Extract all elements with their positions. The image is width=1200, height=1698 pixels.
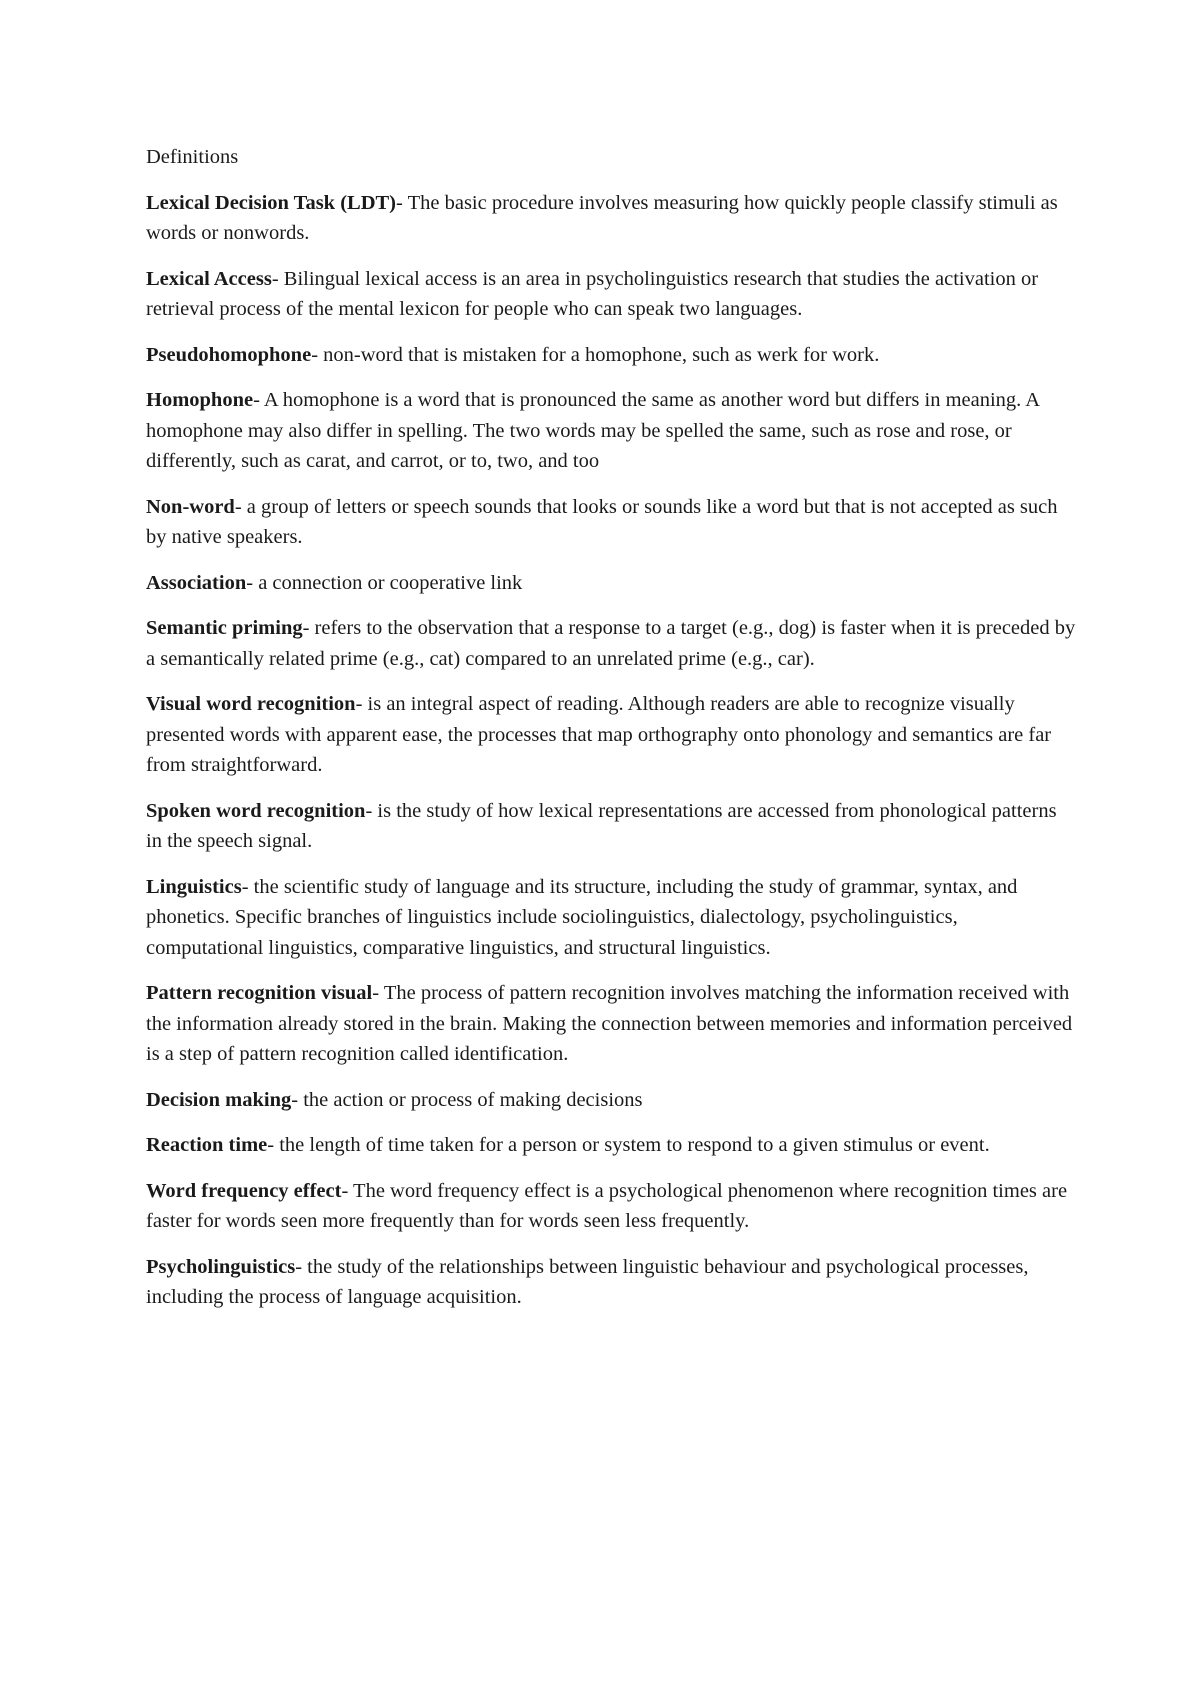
- definition-separator: -: [311, 343, 324, 366]
- definition-term: Word frequency effect: [146, 1179, 342, 1202]
- definition-text: the scientific study of language and its structure, including the study of grammar, syntax, and phonetics. Specific branches of linguistics include sociolinguistics, dialectology, psycholinguistics, computational linguistics, comparative linguistics, and structural linguistics.: [146, 875, 1018, 959]
- definition-entry: [146, 188, 1076, 249]
- definition-text: A homophone is a word that is pronounced the same as another word but differs in meaning. A homophone may also differ in spelling. The two words may be spelled the same, such as rose and rose, or differently, such as carat, and carrot, or to, two, and too: [146, 389, 1039, 472]
- definition-separator: -: [295, 1255, 308, 1278]
- definition-term: Reaction time: [146, 1134, 268, 1156]
- definition-entry: [146, 978, 1076, 1070]
- definition-text: is an integral aspect of reading. Although readers are able to recognize visually presented words with apparent ease, the processes that map orthography onto phonology and semantics are far from straightforward.: [146, 693, 1052, 776]
- definition-term: Psycholinguistics: [146, 1255, 296, 1278]
- definition-text: a group of letters or speech sounds that looks or sounds like a word but that is not accepted as such by native speakers.: [146, 495, 1058, 548]
- definition-text: the study of the relationships between linguistic behaviour and psychological processes, including the process of language acquisition.: [146, 1255, 1029, 1308]
- definition-separator: -: [302, 617, 315, 639]
- definition-entry: [146, 1176, 1076, 1237]
- definition-term: Association: [146, 571, 247, 594]
- definition-entry: [146, 689, 1076, 781]
- definition-entry: [146, 613, 1076, 674]
- definition-term: Lexical Access: [146, 267, 272, 290]
- definition-text: The word frequency effect is a psychological phenomenon where recognition times are faster for words seen more frequently than for words seen less frequently.: [146, 1179, 1068, 1232]
- definition-term: Lexical Decision Task (LDT): [146, 191, 397, 214]
- definition-text: Bilingual lexical access is an area in psycholinguistics research that studies the activation or retrieval process of the mental lexicon for people who can speak two languages.: [146, 267, 1039, 320]
- definition-term: Spoken word recognition: [146, 799, 366, 822]
- definition-text: the action or process of making decisions: [303, 1088, 643, 1111]
- definitions-list: [146, 188, 1076, 1313]
- document-page: [146, 142, 1076, 1328]
- definition-term: Non-word: [146, 495, 235, 518]
- definition-separator: -: [365, 799, 378, 822]
- definition-entry: [146, 872, 1076, 964]
- definition-term: Linguistics: [146, 875, 242, 898]
- definition-separator: -: [291, 1088, 304, 1111]
- definition-separator: -: [234, 495, 247, 518]
- definition-text: non-word that is mistaken for a homophone, such as werk for work.: [323, 343, 880, 366]
- definition-entry: [146, 1085, 1076, 1116]
- definition-entry: [146, 264, 1076, 325]
- definition-separator: -: [241, 875, 254, 898]
- definition-term: Visual word recognition: [146, 693, 356, 715]
- definition-entry: [146, 385, 1076, 477]
- definition-text: the length of time taken for a person or system to respond to a given stimulus or event.: [279, 1134, 990, 1156]
- definition-text: The basic procedure involves measuring how quickly people classify stimuli as words or nonwords.: [146, 191, 1058, 244]
- definition-separator: -: [253, 389, 264, 411]
- definition-text: The process of pattern recognition involves matching the information received with the information already stored in the brain. Making the connection between memories and information perceived is a step of pattern recognition called identification.: [146, 982, 1073, 1065]
- definition-separator: -: [267, 1134, 280, 1156]
- definition-entry: [146, 1130, 1076, 1161]
- definition-entry: [146, 492, 1076, 553]
- definition-entry: [146, 568, 1076, 599]
- definition-separator: -: [355, 693, 368, 715]
- definition-entry: [146, 796, 1076, 857]
- definition-text: a connection or cooperative link: [258, 571, 523, 594]
- definition-term: Homophone: [146, 389, 254, 411]
- definition-separator: -: [246, 571, 259, 594]
- definition-separator: -: [271, 267, 284, 290]
- definition-term: Pseudohomophone: [146, 343, 312, 366]
- definition-term: Semantic priming: [146, 617, 303, 639]
- definition-entry: [146, 1252, 1076, 1313]
- document-heading: Definitions: [146, 146, 239, 168]
- definition-entry: [146, 340, 1076, 371]
- definition-separator: -: [396, 191, 408, 214]
- definition-term: Decision making: [146, 1088, 292, 1111]
- definition-separator: -: [341, 1179, 354, 1202]
- definition-term: Pattern recognition visual: [146, 982, 373, 1004]
- definition-text: refers to the observation that a response to a target (e.g., dog) is faster when it is preceded by a semantically related prime (e.g., cat) compared to an unrelated prime (e.g., car).: [146, 617, 1076, 670]
- definition-separator: -: [372, 982, 384, 1004]
- definition-text: is the study of how lexical representations are accessed from phonological patterns in the speech signal.: [146, 799, 1057, 852]
